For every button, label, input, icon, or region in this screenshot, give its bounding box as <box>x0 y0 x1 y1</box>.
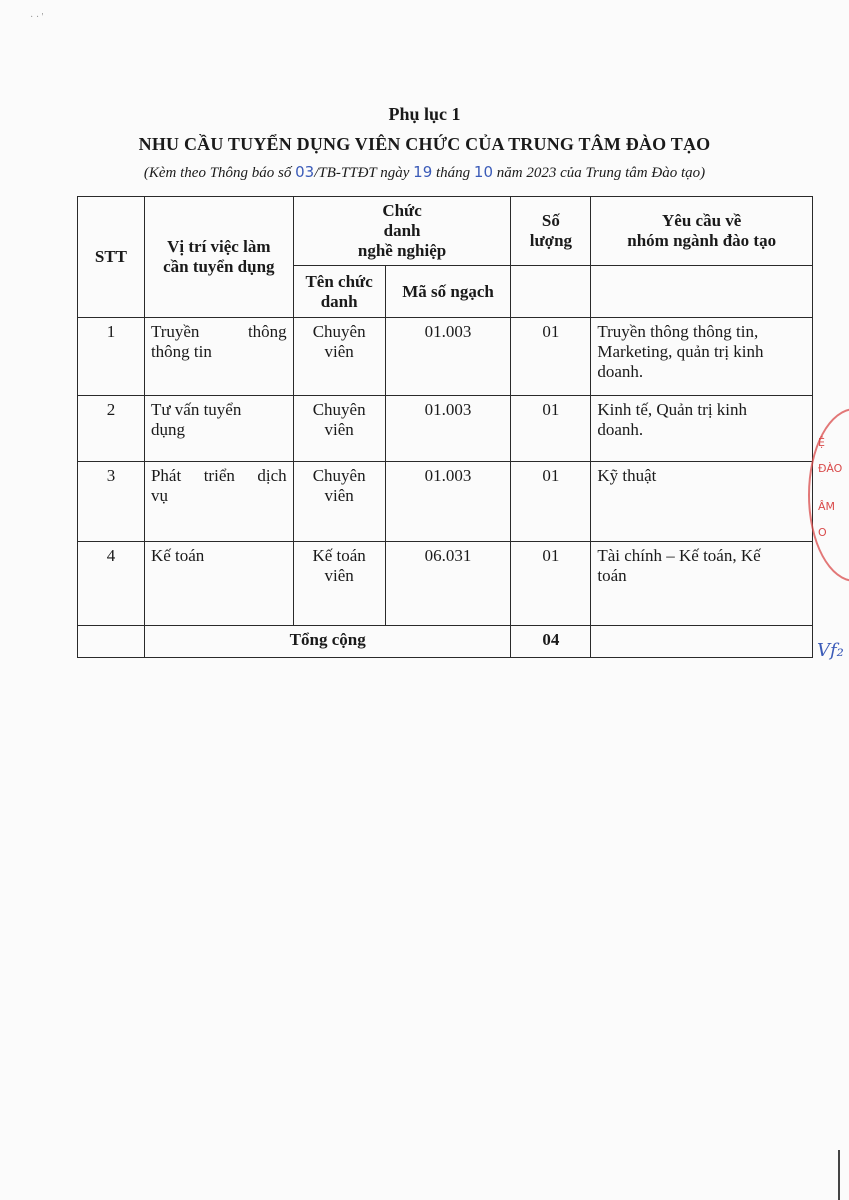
appendix-label: Phụ lục 1 <box>388 104 461 124</box>
cell-title-name: Chuyên viên <box>293 396 385 462</box>
header-job-title: Chức danh nghề nghiệp <box>293 197 511 266</box>
cell-quantity: 01 <box>511 318 591 396</box>
header-quantity: Số lượng <box>511 197 591 266</box>
header-title-name: Tên chức danh <box>293 266 385 318</box>
empty-cell <box>591 626 813 658</box>
cell-quantity: 01 <box>511 396 591 462</box>
cell-quantity: 01 <box>511 542 591 626</box>
empty-cell <box>511 266 591 318</box>
document-title: NHU CẦU TUYỂN DỤNG VIÊN CHỨC CỦA TRUNG TÂM ĐÀO TẠO <box>138 134 711 154</box>
header-code: Mã số ngạch <box>385 266 511 318</box>
cell-quantity: 01 <box>511 462 591 542</box>
empty-cell <box>78 626 145 658</box>
cell-code: 01.003 <box>385 462 511 542</box>
cell-position: Phát triển dịch vụ <box>144 462 293 542</box>
cell-requirements: Truyền thông thông tin, Marketing, quản trị kinh doanh. <box>591 318 813 396</box>
cell-stt: 1 <box>78 318 145 396</box>
handwritten-number: 03 <box>295 163 315 181</box>
document-subtitle: (Kèm theo Thông báo số 03/TB-TTĐT ngày 19 tháng 10 năm 2023 của Trung tâm Đào tạo) <box>143 163 706 181</box>
recruitment-table <box>77 196 813 658</box>
cell-title-name: Chuyên viên <box>293 462 385 542</box>
header-position: Vị trí việc làm cần tuyển dụng <box>144 197 293 318</box>
table-row <box>78 396 813 462</box>
handwritten-signature: Vf₂ <box>817 640 844 661</box>
seal-lettering: Ệ ĐÀO ÂM O <box>818 436 843 539</box>
cell-position: Tư vấn tuyển dụng <box>144 396 293 462</box>
cell-stt: 2 <box>78 396 145 462</box>
empty-cell <box>591 266 813 318</box>
cell-requirements: Tài chính – Kế toán, Kế toán <box>591 542 813 626</box>
cell-code: 06.031 <box>385 542 511 626</box>
total-value: 04 <box>511 626 591 658</box>
cell-requirements: Kinh tế, Quản trị kinh doanh. <box>591 396 813 462</box>
table-row <box>78 318 813 396</box>
scan-specks: · · ' <box>30 12 44 23</box>
cell-stt: 4 <box>78 542 145 626</box>
header-stt: STT <box>78 197 145 318</box>
header-requirements: Yêu cầu về nhóm ngành đào tạo <box>591 197 813 266</box>
total-label: Tổng cộng <box>144 626 510 658</box>
cell-code: 01.003 <box>385 396 511 462</box>
cell-title-name: Kế toán viên <box>293 542 385 626</box>
scan-edge-line <box>838 1150 840 1200</box>
table-row <box>78 462 813 542</box>
handwritten-day: 19 <box>413 163 433 181</box>
cell-position: Kế toán <box>144 542 293 626</box>
cell-stt: 3 <box>78 462 145 542</box>
total-row <box>78 626 813 658</box>
cell-requirements: Kỹ thuật <box>591 462 813 542</box>
cell-code: 01.003 <box>385 318 511 396</box>
handwritten-month: 10 <box>473 163 494 181</box>
cell-title-name: Chuyên viên <box>293 318 385 396</box>
cell-position: Truyền thông thông tin <box>144 318 293 396</box>
table-row <box>78 542 813 626</box>
